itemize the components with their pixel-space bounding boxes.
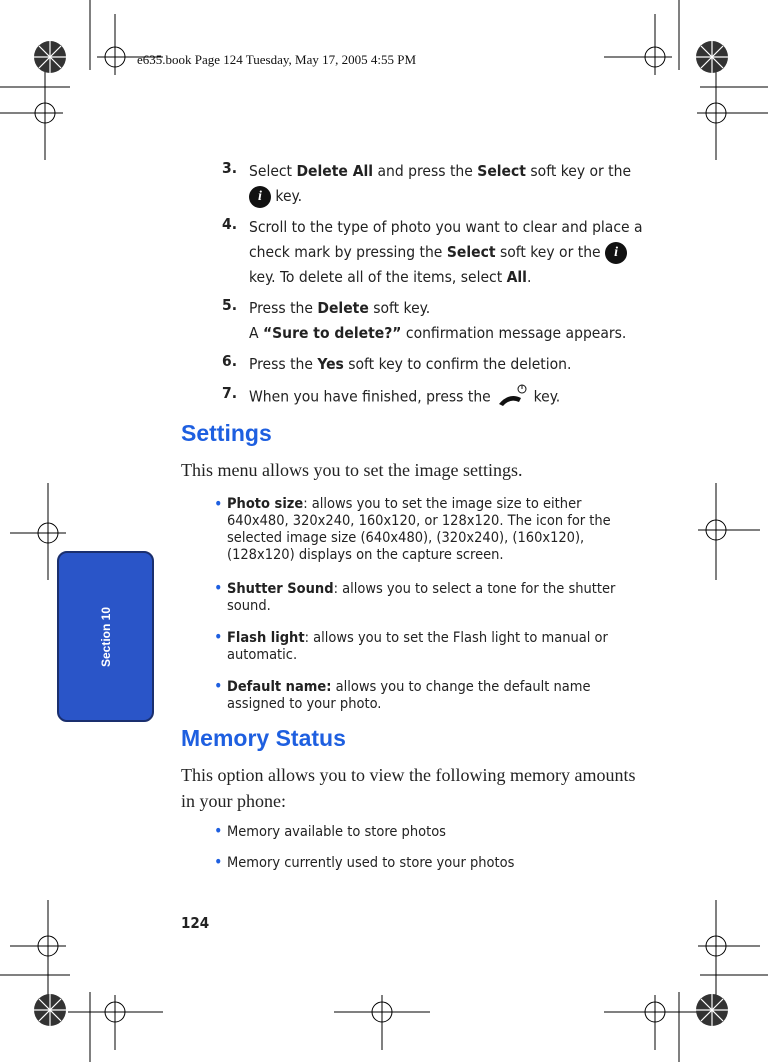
settings-bullet: Flash light: allows you to set the Flash light to manual or automatic. [227, 630, 608, 663]
step-6: Press the Yes soft key to confirm the deletion. [249, 355, 572, 373]
page-number: 124 [181, 914, 210, 932]
memory-bullet: Memory available to store photos [227, 824, 446, 840]
ok-key-icon: i [249, 186, 271, 208]
memory-status-heading: Memory Status [181, 725, 346, 751]
step-number: 3. [222, 159, 238, 177]
bullet-icon: • [214, 821, 223, 840]
settings-bullet: Default name: allows you to change the default name assigned to your photo. [227, 679, 591, 712]
bullet-icon: • [214, 578, 223, 597]
settings-bullet: Photo size: allows you to set the image size to either 640x480, 320x240, 160x120, or 128x120. The icon for the selected image size (640x480), (320x240), (160x120), (128x120) displays on the capture screen. [227, 496, 611, 563]
step-number: 6. [222, 352, 238, 370]
bullet-icon: • [214, 676, 223, 695]
bullet-icon: • [214, 494, 223, 513]
memory-intro: This option allows you to view the following memory amounts in your phone: [181, 765, 636, 811]
settings-intro: This menu allows you to set the image settings. [181, 460, 523, 480]
step-4: Scroll to the type of photo you want to clear and place a check mark by pressing the Select soft key or the i key. To delete all of the items, select All. [249, 218, 643, 286]
ok-key-icon: i [605, 242, 627, 264]
step-number: 5. [222, 296, 238, 314]
settings-bullet: Shutter Sound: allows you to select a tone for the shutter sound. [227, 581, 616, 614]
print-header: e635.book Page 124 Tuesday, May 17, 2005 4:55 PM [137, 52, 417, 67]
end-key-icon [495, 384, 529, 410]
step-number: 7. [222, 384, 238, 402]
bullet-icon: • [214, 627, 223, 646]
step-3: Select Delete All and press the Select soft key or the i key. [249, 159, 649, 209]
step-number: 4. [222, 215, 238, 233]
section-tab-label: Section 10 [99, 606, 113, 668]
step-7: When you have finished, press the key. [249, 384, 649, 410]
step-5: Press the Delete soft key. A “Sure to delete?” confirmation message appears. [249, 299, 627, 342]
memory-bullet: Memory currently used to store your photos [227, 855, 515, 871]
bullet-icon: • [214, 852, 223, 871]
settings-heading: Settings [181, 420, 272, 446]
